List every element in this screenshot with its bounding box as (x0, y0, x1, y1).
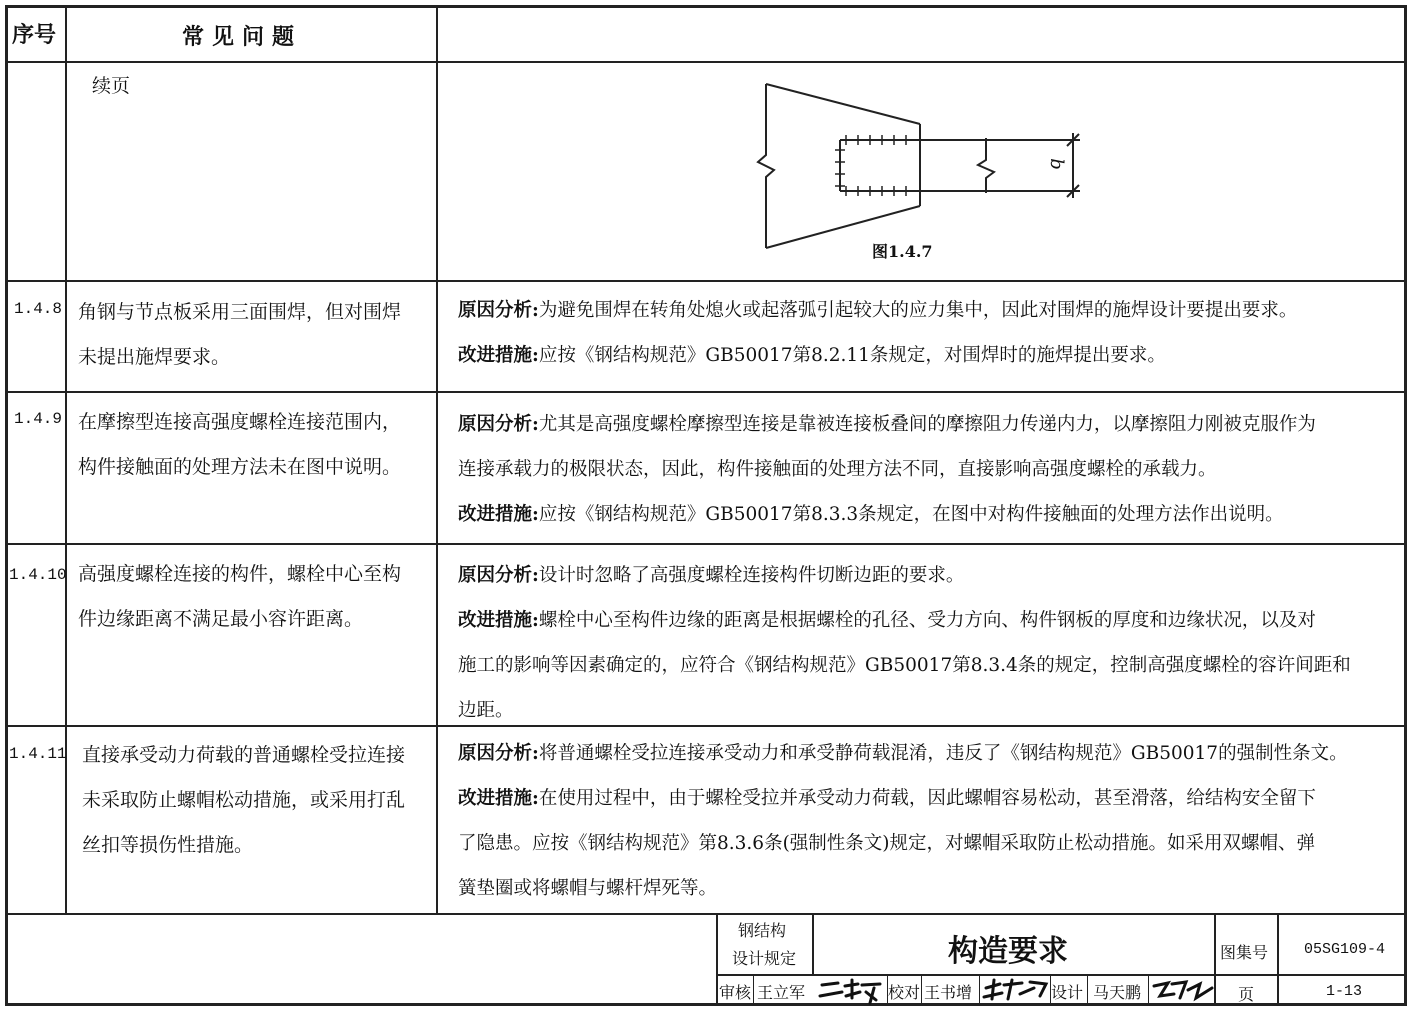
tb-designer: 马天鹏 (1093, 983, 1142, 1002)
row-number: 1.4.8 (14, 300, 63, 318)
row-number: 1.4.11 (9, 745, 67, 763)
tb-reviewer: 王立军 (757, 983, 806, 1002)
answer-text: 原因分析:为避免围焊在转角处熄火或起落弧引起较大的应力集中，因此对围焊的施焊设计要提出要求。 改进措施:应按《钢结构规范》GB50017第8.2.11条规定，对围焊时的施焊提出要求。 (458, 300, 1298, 366)
header-col-problem: 常见问题 (182, 25, 303, 50)
continuation-label: 续页 (92, 75, 131, 97)
tb-title: 构造要求 (948, 934, 1068, 969)
checker-signature (984, 980, 1046, 999)
tb-check-label: 校对 (888, 983, 921, 1002)
reviewer-signature (820, 980, 880, 1003)
tb-atlas-no: 05SG109-4 (1304, 941, 1386, 958)
row-number: 1.4.9 (14, 410, 63, 428)
tb-atlas-label: 图集号 (1220, 943, 1269, 962)
tb-checker: 王书增 (924, 983, 973, 1002)
answer-text: 原因分析:尤其是高强度螺栓摩擦型连接是靠被连接板叠间的摩擦阻力传递内力，以摩擦阻力刚被克服作为 连接承载力的极限状态，因此，构件接触面的处理方法不同，直接影响高强度螺栓的承载力。 改进措施:应按《钢结构规范》GB50017第8.3.3条规定，在图中对构件接触面的处理方法作出说明。 (458, 414, 1316, 525)
tb-page-no: 1-13 (1326, 983, 1363, 1000)
tb-category-2: 设计规定 (732, 949, 797, 968)
problem-text: 直接承受动力荷载的普通螺栓受拉连接 未采取防止螺帽松动措施，或采用打乱 丝扣等损伤性措施。 (82, 744, 406, 856)
figure-caption: 图1.4.7 (872, 242, 933, 261)
problem-text: 在摩擦型连接高强度螺栓连接范围内， 构件接触面的处理方法未在图中说明。 (78, 411, 402, 478)
tb-review-label: 审核 (719, 983, 752, 1002)
problem-text: 角钢与节点板采用三面围焊，但对围焊 未提出施焊要求。 (78, 301, 402, 368)
row-number: 1.4.10 (9, 566, 67, 584)
tb-design-label: 设计 (1051, 983, 1084, 1002)
answer-text: 原因分析:设计时忽略了高强度螺栓连接构件切断边距的要求。 改进措施:螺栓中心至构件边缘的距离是根据螺栓的孔径、受力方向、构件钢板的厚度和边缘状况，以及对 施工的影响等因素确定的，应符合《钢结构规范》GB50017第8.3.4条的规定，控制高强度螺栓的容许间距和 边距。 (458, 565, 1351, 721)
header-col-no: 序号 (12, 23, 57, 48)
answer-text: 原因分析:将普通螺栓受拉连接承受动力和承受静荷载混淆，违反了《钢结构规范》GB50017的强制性条文。 改进措施:在使用过程中，由于螺栓受拉并承受动力荷载，因此螺帽容易松动，甚至滑落，给结构安全留下 了隐患。应按《钢结构规范》第8.3.6条(强制性条文)规定，对螺帽采取防止松动措施。如采用双螺帽、弹 簧垫圈或将螺帽与螺杆焊死等。 (458, 743, 1348, 899)
figure-dim-label: b (1045, 158, 1067, 170)
tb-page-label: 页 (1238, 985, 1255, 1004)
tb-category-1: 钢结构 (738, 921, 787, 940)
designer-signature (1154, 982, 1212, 998)
problem-text: 高强度螺栓连接的构件，螺栓中心至构 件边缘距离不满足最小容许距离。 (78, 563, 402, 630)
